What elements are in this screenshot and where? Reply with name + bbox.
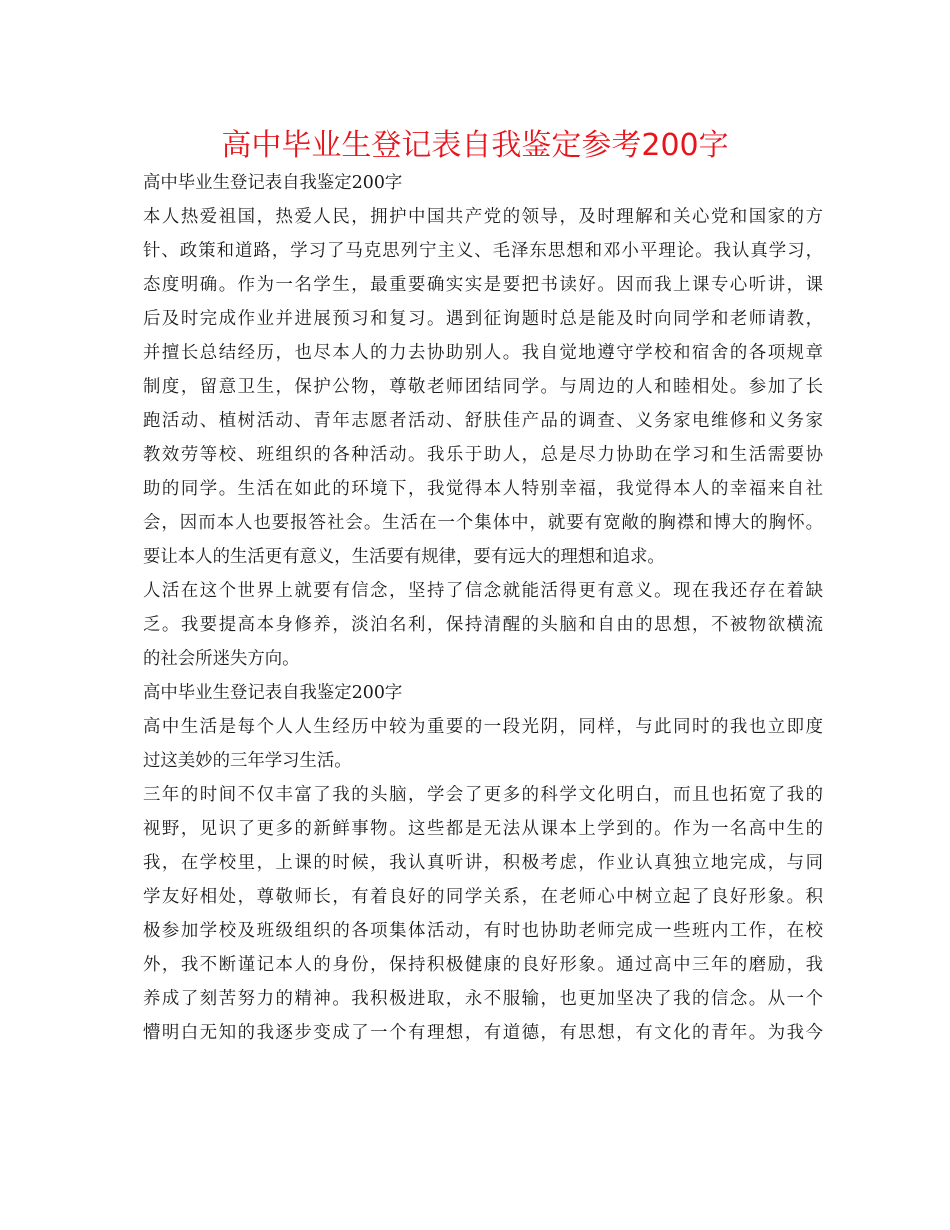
text-line: 我，在学校里，上课的时候，我认真听讲，积极考虑，作业认真独立地完成，与同	[143, 853, 823, 873]
text-line: 态度明确。作为一名学生，最重要确实实是要把书读好。因而我上课专心听讲，课	[143, 275, 823, 295]
text-line: 人活在这个世界上就要有信念，坚持了信念就能活得更有意义。现在我还存在着缺	[143, 581, 823, 601]
text-line: 三年的时间不仅丰富了我的头脑，学会了更多的科学文化明白，而且也拓宽了我的	[143, 785, 823, 805]
text-line: 教效劳等校、班组织的各种活动。我乐于助人，总是尽力协助在学习和生活需要协	[143, 445, 823, 465]
text-line: 制度，留意卫生，保护公物，尊敬老师团结同学。与周边的人和睦相处。参加了长	[143, 377, 823, 397]
text-line: 视野，见识了更多的新鲜事物。这些都是无法从课本上学到的。作为一名高中生的	[143, 819, 823, 839]
text-line: 助的同学。生活在如此的环境下，我觉得本人特别幸福，我觉得本人的幸福来自社	[143, 479, 823, 499]
text-line: 要让本人的生活更有意义，生活要有规律，要有远大的理想和追求。	[143, 547, 665, 567]
text-line: 会，因而本人也要报答社会。生活在一个集体中，就要有宽敞的胸襟和博大的胸怀。	[143, 513, 823, 533]
text-line: 针、政策和道路，学习了马克思列宁主义、毛泽东思想和邓小平理论。我认真学习，	[143, 241, 823, 261]
text-line: 外，我不断谨记本人的身份，保持积极健康的良好形象。通过高中三年的磨励，我	[143, 955, 823, 975]
text-line: 过这美妙的三年学习生活。	[143, 751, 352, 771]
text-line: 跑活动、植树活动、青年志愿者活动、舒肤佳产品的调查、义务家电维修和义务家	[143, 411, 823, 431]
text-line: 乏。我要提高本身修养，淡泊名利，保持清醒的头脑和自由的思想，不被物欲横流	[143, 615, 823, 635]
text-line: 后及时完成作业并进展预习和复习。遇到征询题时总是能及时向同学和老师请教，	[143, 309, 823, 329]
text-line: 学友好相处，尊敬师长，有着良好的同学关系，在老师心中树立起了良好形象。积	[143, 887, 823, 907]
text-line: 养成了刻苦努力的精神。我积极进取，永不服输，也更加坚决了我的信念。从一个	[143, 989, 823, 1009]
text-line: 并擅长总结经历，也尽本人的力去协助别人。我自觉地遵守学校和宿舍的各项规章	[143, 343, 823, 363]
text-line: 高中生活是每个人人生经历中较为重要的一段光阴，同样，与此同时的我也立即度	[143, 717, 823, 737]
text-line: 高中毕业生登记表自我鉴定200字	[143, 683, 403, 703]
text-line: 极参加学校及班级组织的各项集体活动，有时也协助老师完成一些班内工作，在校	[143, 921, 823, 941]
text-line: 懵明白无知的我逐步变成了一个有理想，有道德，有思想，有文化的青年。为我今	[143, 1023, 823, 1043]
document-title: 高中毕业生登记表自我鉴定参考200字	[221, 128, 729, 163]
document-body	[143, 166, 823, 1050]
text-line: 本人热爱祖国，热爱人民，拥护中国共产党的领导，及时理解和关心党和国家的方	[143, 207, 823, 227]
text-line: 高中毕业生登记表自我鉴定200字	[143, 173, 403, 193]
text-line: 的社会所迷失方向。	[143, 649, 300, 669]
